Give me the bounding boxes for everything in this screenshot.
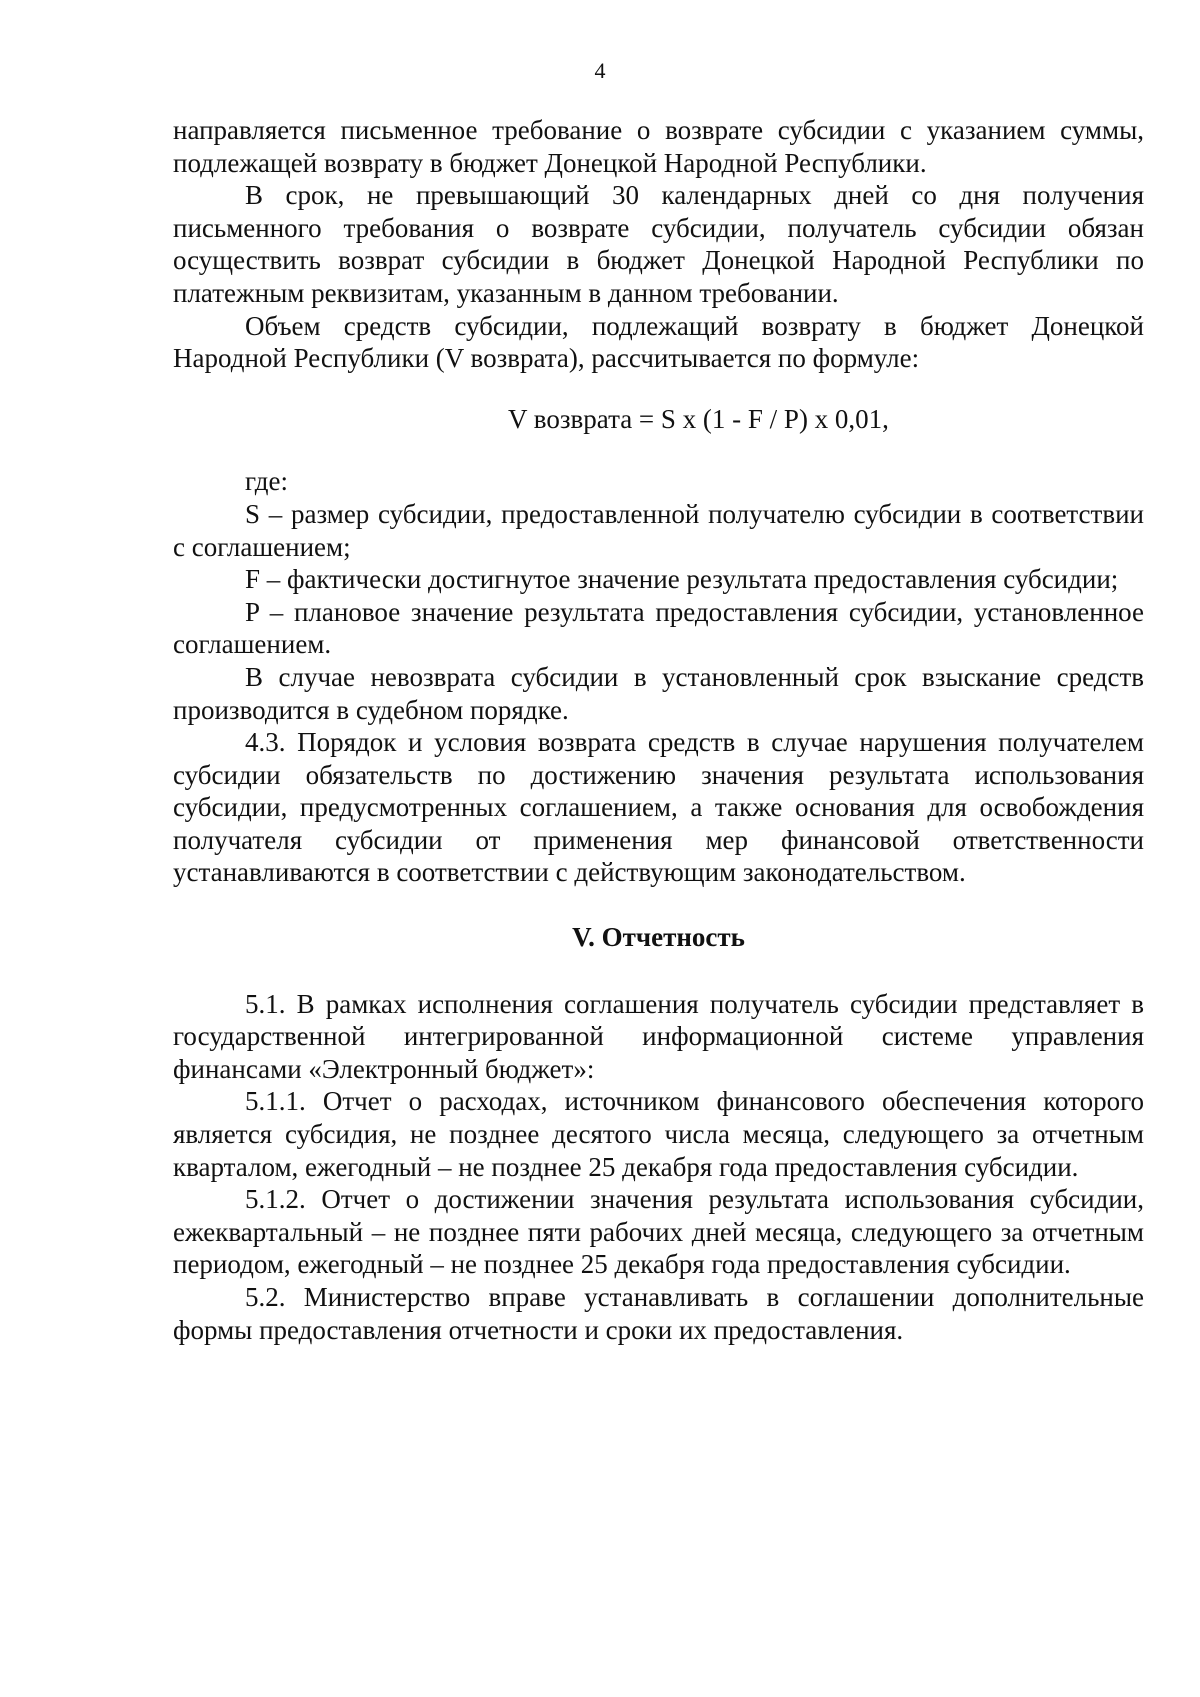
paragraph-5-2: 5.2. Министерство вправе устанавливать в соглашении дополнительные формы предоставления отчетности и сроки их предоставления.	[173, 1282, 1144, 1345]
definition-f: F – фактически достигнутое значение результата предоставления субсидии;	[245, 564, 1119, 595]
document-body	[173, 114, 1144, 1346]
paragraph-return-demand: направляется письменное требование о возврате субсидии с указанием суммы, подлежащей возврату в бюджет Донецкой Народной Республики.	[173, 115, 1144, 178]
paragraph-return-deadline: В срок, не превышающий 30 календарных дней со дня получения письменного требования о возврате субсидии, получатель субсидии обязан осуществить возврат субсидии в бюджет Донецкой Народной Республики по платежным реквизитам, указанным в данном требовании.	[173, 180, 1144, 308]
paragraph-5-1: 5.1. В рамках исполнения соглашения получатель субсидии представляет в государственной интегрированной информационной системе управления финансами «Электронный бюджет»:	[173, 988, 1144, 1084]
paragraph-5-1-1: 5.1.1. Отчет о расходах, источником финансового обеспечения которого является субсидия, не позднее десятого числа месяца, следующего за отчетным кварталом, ежегодный – не позднее 25 декабря года предоставления субсидии.	[173, 1086, 1144, 1182]
page-number: 4	[594, 58, 606, 83]
paragraph-court-recovery: В случае невозврата субсидии в установленный срок взыскание средств производится в судебном порядке.	[173, 661, 1144, 725]
section-heading-reporting: V. Отчетность	[572, 922, 745, 953]
return-formula: V возврата = S x (1 - F / P) x 0,01,	[508, 403, 889, 434]
paragraph-4-3: 4.3. Порядок и условия возврата средств в случае нарушения получателем субсидии обязательств по достижению значения результата использования субсидии, предусмотренных соглашением, а также основания для освобождения получателя субсидии от применения мер финансовой ответственности устанавливаются в соответствии с действующим законодательством.	[173, 727, 1144, 888]
paragraph-5-1-2: 5.1.2. Отчет о достижении значения результата использования субсидии, ежеквартальный – не позднее пяти рабочих дней месяца, следующего за отчетным периодом, ежегодный – не позднее 25 декабря года предоставления субсидии.	[173, 1184, 1144, 1280]
definition-p: P – плановое значение результата предоставления субсидии, установленное соглашением.	[173, 596, 1144, 660]
paragraph-return-volume: Объем средств субсидии, подлежащий возврату в бюджет Донецкой Народной Республики (V возврата), рассчитывается по формуле:	[173, 310, 1144, 374]
definition-s: S – размер субсидии, предоставленной получателю субсидии в соответствии с соглашением;	[173, 498, 1144, 562]
paragraph-where: где:	[245, 466, 288, 497]
